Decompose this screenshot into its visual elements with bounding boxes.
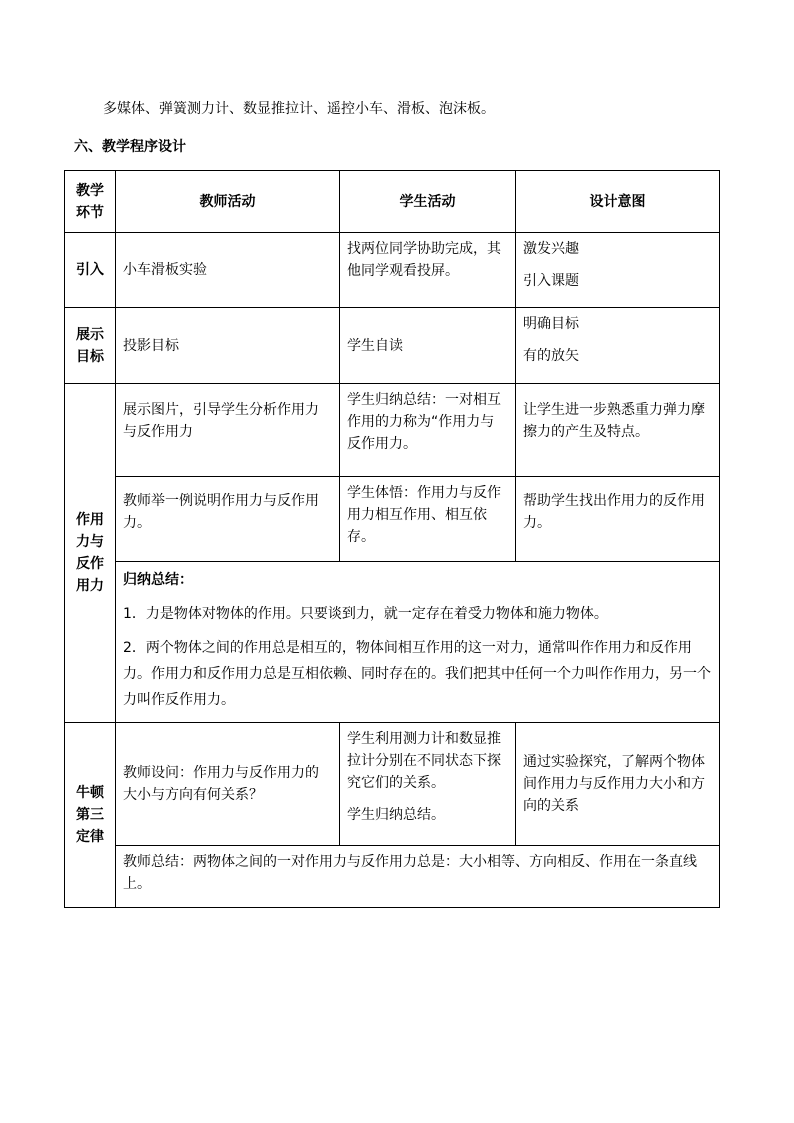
teacher-activity-force-2: 教师举一例说明作用力与反作用力。 <box>116 477 340 562</box>
design-intent-intro <box>516 233 720 308</box>
student-activity-newton <box>340 723 516 846</box>
design-intent-newton: 通过实验探究，了解两个物体间作用力与反作用力大小和方向的关系 <box>516 723 720 846</box>
intent-goals-line1: 明确目标 <box>523 316 579 332</box>
stage-force-line3: 反作 <box>76 556 104 572</box>
stage-newton-line1: 牛顿 <box>76 785 104 801</box>
teacher-activity-newton: 教师设问：作用力与反作用力的大小与方向有何关系？ <box>116 723 340 846</box>
summary-title: 归纳总结： <box>123 572 193 588</box>
student-activity-force-2: 学生体悟：作用力与反作用力相互作用、相互依存。 <box>340 477 516 562</box>
stage-intro-label: 引入 <box>76 262 104 278</box>
intent-intro-line2: 引入课题 <box>523 273 579 289</box>
stage-force-line1: 作用 <box>76 512 104 528</box>
header-stage-line2: 环节 <box>76 204 104 221</box>
stage-goals-line1: 展示 <box>76 326 104 343</box>
summary-point-1: 1．力是物体对物体的作用。只要谈到力，就一定存在着受力物体和施力物体。 <box>123 606 608 622</box>
stage-force-line2: 力与 <box>76 534 104 550</box>
header-design-intent: 设计意图 <box>516 171 720 233</box>
table-row-force-2 <box>65 477 720 562</box>
teacher-activity-intro: 小车滑板实验 <box>116 233 340 308</box>
student-activity-force-1: 学生归纳总结：一对相互作用的力称为“作用力与反作用力。 <box>340 384 516 477</box>
header-teacher-activity: 教师活动 <box>116 171 340 233</box>
student-activity-intro: 找两位同学协助完成，其他同学观看投屏。 <box>340 233 516 308</box>
table-row-goals <box>65 308 720 384</box>
teaching-procedure-table <box>64 170 720 908</box>
design-intent-force-1: 让学生进一步熟悉重力弹力摩擦力的产生及特点。 <box>516 384 720 477</box>
student-activity-goals: 学生自读 <box>340 308 516 384</box>
newton-summary-cell: 教师总结：两物体之间的一对作用力与反作用力总是：大小相等、方向相反、作用在一条直线上。 <box>116 846 720 908</box>
design-intent-force-2: 帮助学生找出作用力的反作用力。 <box>516 477 720 562</box>
equipment-list: 多媒体、弹簧测力计、数显推拉计、遥控小车、滑板、泡沫板。 <box>103 101 495 117</box>
design-intent-goals <box>516 308 720 384</box>
stage-newton-line3: 定律 <box>76 829 104 845</box>
table-row-intro <box>65 233 720 308</box>
table-row-force-1 <box>65 384 720 477</box>
stage-intro <box>65 233 116 308</box>
summary-point-2: 2．两个物体之间的作用总是相互的，物体间相互作用的这一对力，通常叫作作用力和反作用力。作用力和反作用力总是互相依赖、同时存在的。我们把其中任何一个力叫作作用力，另一个力叫作反作用力。 <box>123 640 711 708</box>
table-row-newton-summary <box>65 846 720 908</box>
table-row-force-summary <box>65 562 720 723</box>
stage-force-line4: 用力 <box>76 578 104 594</box>
stage-goals-line2: 目标 <box>76 348 104 365</box>
table-row-newton <box>65 723 720 846</box>
section-heading: 六、教学程序设计 <box>74 139 186 155</box>
intent-intro-line1: 激发兴趣 <box>523 241 579 257</box>
header-student-activity: 学生活动 <box>340 171 516 233</box>
teacher-activity-force-1: 展示图片，引导学生分析作用力与反作用力 <box>116 384 340 477</box>
force-summary-cell <box>116 562 720 723</box>
stage-goals <box>65 308 116 384</box>
stage-action-reaction <box>65 384 116 723</box>
student-newton-p1: 学生利用测力计和数显推拉计分别在不同状态下探究它们的关系。 <box>347 731 501 791</box>
table-header-row <box>65 171 720 233</box>
header-stage-line1: 教学 <box>76 182 104 199</box>
student-newton-p2: 学生归纳总结。 <box>347 807 445 823</box>
header-stage <box>65 171 116 233</box>
teacher-activity-goals: 投影目标 <box>116 308 340 384</box>
stage-newton-line2: 第三 <box>76 807 104 823</box>
stage-newtons-third-law <box>65 723 116 908</box>
intent-goals-line2: 有的放矢 <box>523 348 579 364</box>
